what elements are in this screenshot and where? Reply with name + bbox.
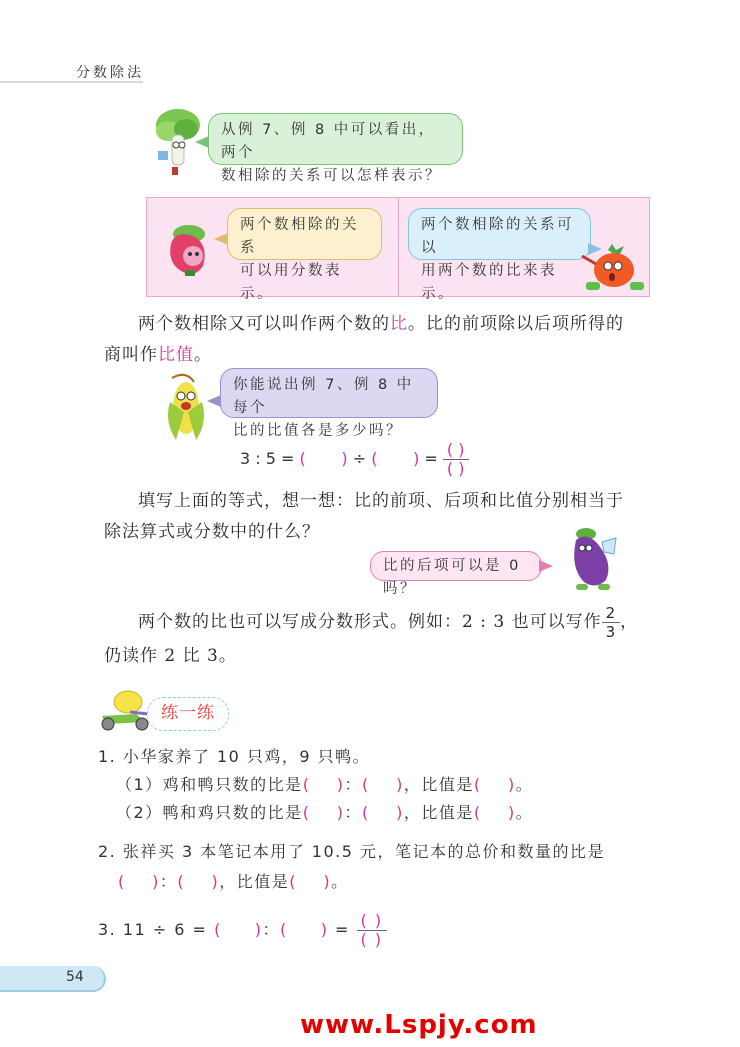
bubble-line: 数相除的关系可以怎样表示？ (221, 168, 442, 184)
answer-blank[interactable]: ( ) (302, 775, 345, 794)
equation-lhs: 3 : 5 = (240, 449, 295, 468)
definition-paragraph (104, 309, 652, 371)
answer-blank[interactable]: ( ) (118, 872, 160, 891)
answer-blank[interactable]: ( ) (214, 920, 263, 939)
blank-divisor[interactable]: ( ) (371, 449, 420, 468)
page-number: 54 (66, 969, 84, 985)
blank-dividend[interactable]: ( ) (299, 449, 348, 468)
question-1-stem: 1. 小华家养了 10 只鸡，9 只鸭。 (98, 747, 371, 766)
definition-text: 商叫作 (104, 345, 158, 365)
term-ratio-value: 比值 (158, 345, 194, 365)
fraction-denominator-blank[interactable]: ( ) (446, 459, 465, 478)
bubble-line: 两个数相除的关系可以 (421, 217, 574, 256)
eggplant-speech-bubble (370, 551, 542, 597)
radish-speech-bubble (227, 208, 382, 302)
practice-heading: 练一练 (147, 697, 229, 731)
corn-character-icon (160, 372, 212, 444)
bubble-line: 可以用分数表示。 (240, 263, 342, 302)
bubble-line: 比的后项可以是 0 吗？ (383, 558, 521, 597)
definition-text: 。比的前项除以后项所得的 (408, 314, 624, 334)
term-ratio: 比 (390, 314, 408, 334)
answer-blank[interactable]: ( ) (280, 920, 329, 939)
question-2-answer-line: ( )：( )，比值是( )。 (118, 872, 349, 891)
bubble-line: 用两个数的比来表示。 (421, 263, 557, 302)
blank-fraction[interactable] (443, 441, 469, 478)
bubble-line: 从例 7、例 8 中可以看出，两个 (221, 122, 436, 161)
bubble-line: 你能说出例 7、例 8 中每个 (233, 377, 414, 416)
definition-text: 。 (194, 345, 212, 365)
answer-blank[interactable]: ( ) (362, 803, 404, 822)
bubble-tail (539, 560, 553, 572)
tomato-character-icon (578, 244, 648, 294)
think-text: 填写上面的等式，想一想：比的前项、后项和比值分别相当于 (138, 491, 624, 511)
answer-blank[interactable]: ( ) (362, 775, 404, 794)
question-3: 3. 11 ÷ 6 = ( )：( ) = $\frac{( )}{( )}$ (98, 912, 387, 949)
chapter-title: 分数除法 (76, 65, 144, 81)
watermark: www.Lspjy.com (300, 1010, 538, 1040)
equals-sign: = (424, 449, 438, 468)
bubble-line: 两个数相除的关系 (240, 217, 359, 256)
question-2-stem: 2. 张祥买 3 本笔记本用了 10.5 元，笔记本的总价和数量的比是 (98, 842, 606, 861)
example-fraction: $\frac{2}{3}$ (602, 604, 621, 641)
eggplant-character-icon (562, 522, 628, 594)
bubble-line: 比的比值各是多少吗？ (233, 423, 403, 439)
think-text: 除法算式或分数中的什么？ (104, 522, 320, 542)
tomato-speech-bubble (408, 208, 591, 302)
ratio-equation (240, 441, 469, 478)
radish-character-icon (165, 222, 213, 280)
header-rule (0, 81, 143, 83)
question-1-part-2: （2）鸭和鸡只数的比是( )：( )，比值是( )。 (116, 803, 534, 822)
definition-text: 两个数相除又可以叫作两个数的 (138, 314, 390, 334)
bubble-tail (214, 233, 228, 245)
division-sign: ÷ (352, 449, 367, 468)
bubble-tail (207, 395, 221, 407)
answer-fraction-blank[interactable]: $\frac{( )}{( )}$ (357, 912, 387, 949)
answer-blank[interactable]: ( ) (289, 872, 332, 891)
answer-blank[interactable]: ( ) (302, 803, 345, 822)
fraction-note-paragraph: 两个数的比也可以写成分数形式。例如：2 : 3 也可以写作 $\frac{2}{3}$ ， 仍读作 2 比 3。 (104, 604, 639, 666)
question-1-part-1: （1）鸡和鸭只数的比是( )：( )，比值是( )。 (116, 775, 534, 794)
note-text: 仍读作 2 比 3。 (104, 646, 237, 666)
bubble-tail (195, 136, 209, 148)
page-number-tab (0, 966, 106, 992)
fraction-numerator-blank[interactable]: ( ) (443, 441, 469, 460)
cabbage-speech-bubble (208, 113, 463, 184)
comparison-divider (398, 198, 399, 296)
corn-speech-bubble (220, 368, 438, 439)
answer-blank[interactable]: ( ) (177, 872, 220, 891)
answer-blank[interactable]: ( ) (473, 775, 516, 794)
answer-blank[interactable]: ( ) (473, 803, 516, 822)
note-text: 两个数的比也可以写成分数形式。例如：2 : 3 也可以写作 (138, 612, 602, 632)
lemon-motorcycle-icon (96, 688, 152, 732)
